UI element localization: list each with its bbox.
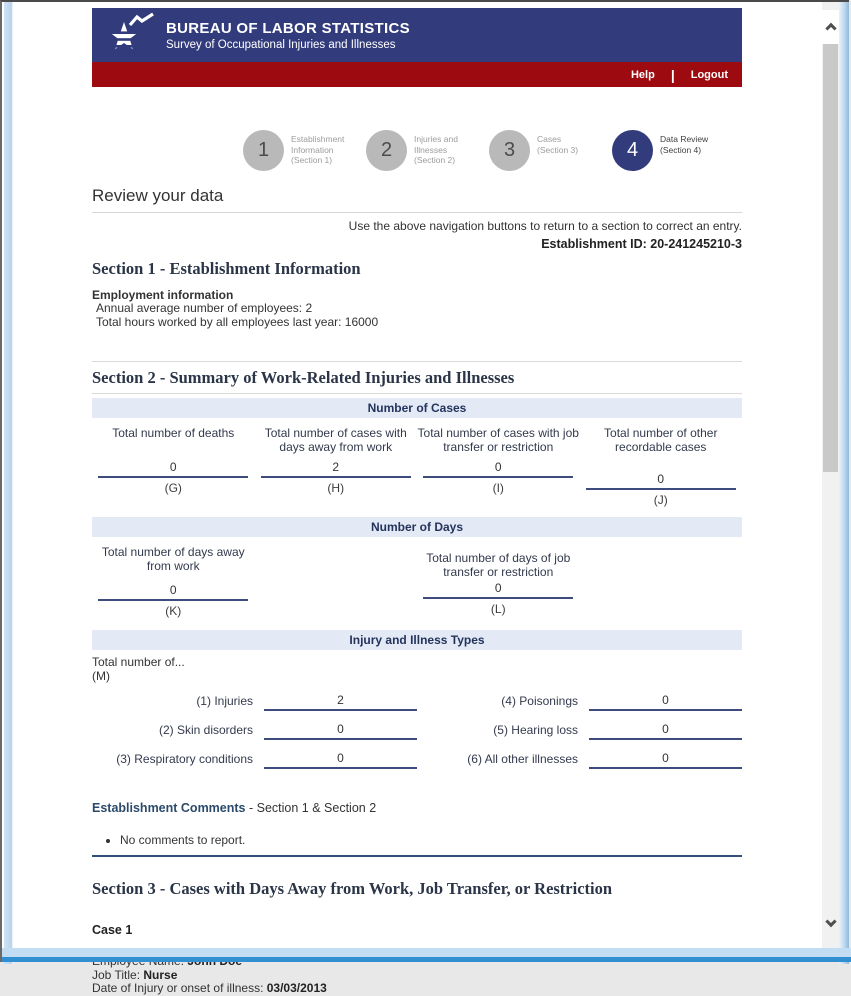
cases-i-letter: (I): [492, 481, 504, 495]
injury-illness-types-band: Injury and Illness Types: [92, 630, 742, 650]
window-frame-left: [4, 2, 13, 964]
step-2-label-line1: Injuries and: [414, 134, 458, 144]
injuries-label: (1) Injuries: [196, 694, 253, 708]
step-3-label-line2: (Section 3): [537, 144, 579, 155]
utility-divider: |: [670, 66, 675, 83]
injury-date-label: Date of Injury or onset of illness:: [92, 981, 267, 995]
step-4-label: [660, 134, 708, 155]
logout-link[interactable]: Logout: [690, 68, 728, 81]
step-1-label: [291, 134, 344, 166]
days-empty-column-4: [580, 545, 743, 618]
job-title-label: Job Title:: [92, 967, 144, 982]
scroll-up-button[interactable]: [822, 10, 839, 44]
comments-list: [120, 833, 742, 847]
cases-h-value: 2: [261, 460, 411, 478]
bls-star-logo-icon: [104, 12, 156, 59]
step-1-label-line2: Information: [291, 144, 334, 155]
days-l-letter: (L): [490, 602, 506, 616]
cases-h-label: Total number of cases with days away from work: [264, 426, 407, 454]
step-injuries-illnesses[interactable]: [366, 130, 489, 171]
number-of-cases-band: Number of Cases: [92, 398, 742, 418]
cases-g-letter: (G): [164, 481, 182, 495]
section-2-heading: Section 2 - Summary of Work-Related Injuries and Illnesses: [92, 368, 742, 394]
cases-g-label: Total number of deaths: [112, 426, 235, 440]
total-hours-worked: Total hours worked by all employees last year: 16000: [96, 314, 379, 329]
all-other-illnesses-label: (6) All other illnesses: [467, 752, 578, 766]
poisonings-label: (4) Poisonings: [501, 694, 578, 708]
page-title: Review your data: [92, 186, 742, 213]
annual-average-employees: Annual average number of employees: 2: [96, 301, 313, 315]
help-link[interactable]: Help: [630, 68, 655, 81]
days-k-label: Total number of days away from work: [101, 545, 245, 573]
step-1-circle[interactable]: 1: [243, 130, 284, 171]
step-3-circle[interactable]: 3: [489, 130, 530, 171]
step-1-label-line1: Establishment: [291, 134, 345, 144]
hearing-loss-value: 0: [589, 722, 742, 740]
step-cases[interactable]: [489, 130, 612, 171]
step-3-label-line1: Cases: [537, 134, 562, 144]
number-of-days-grid: [92, 545, 742, 618]
step-4-label-line2: (Section 4): [660, 144, 702, 155]
step-establishment-information[interactable]: [243, 130, 366, 171]
scrollbar-thumb[interactable]: [823, 44, 838, 472]
step-2-label-line3: (Section 2): [414, 155, 456, 165]
step-navigation: [243, 130, 742, 171]
number-of-cases-grid: [92, 426, 742, 507]
cases-j-letter: (J): [653, 493, 668, 507]
agency-title: BUREAU OF LABOR STATISTICS: [166, 19, 410, 37]
injury-date-value: 03/03/2013: [266, 981, 327, 995]
skin-disorders-label: (2) Skin disorders: [158, 723, 253, 737]
cases-i-value: 0: [423, 460, 573, 478]
job-title-line: [92, 969, 742, 983]
cases-column-i: [417, 426, 580, 507]
step-data-review[interactable]: [612, 130, 735, 171]
days-k-letter: (K): [165, 604, 182, 618]
window-frame-bottom: [2, 948, 851, 962]
injury-date-line: [92, 982, 742, 996]
bls-header-banner: [92, 8, 742, 62]
section-divider: [92, 361, 742, 362]
survey-subtitle: Survey of Occupational Injuries and Illnesses: [166, 38, 396, 51]
vertical-scrollbar[interactable]: [822, 2, 839, 950]
types-intro-text: Total number of...: [92, 655, 185, 669]
days-column-k: [92, 545, 255, 618]
number-of-days-band: Number of Days: [92, 517, 742, 537]
employment-information-subheading: Employment information: [92, 288, 234, 302]
chevron-down-icon: [825, 916, 836, 927]
section-3-heading: Section 3 - Cases with Days Away from Work, Job Transfer, or Restriction: [92, 879, 613, 898]
step-2-circle[interactable]: 2: [366, 130, 407, 171]
types-row-3: [92, 751, 742, 769]
step-4-circle[interactable]: 4: [612, 130, 653, 171]
job-title-value: Nurse: [143, 967, 178, 982]
all-other-illnesses-value: 0: [589, 751, 742, 769]
step-3-label: [537, 134, 578, 155]
skin-disorders-value: 0: [264, 722, 417, 740]
cases-column-j: [580, 426, 743, 507]
step-2-label-line2: Illnesses: [414, 144, 448, 155]
window-frame-right: [839, 2, 849, 964]
days-k-value: 0: [98, 583, 248, 601]
utility-bar: [92, 62, 742, 87]
days-empty-column-2: [255, 545, 418, 618]
case-1-title: Case 1: [92, 923, 133, 937]
comments-bottom-rule: [92, 855, 742, 857]
comments-subtitle: - Section 1 & Section 2: [245, 801, 377, 815]
respiratory-conditions-label: (3) Respiratory conditions: [116, 752, 253, 766]
comment-item: • No comments to report.: [120, 833, 742, 847]
cases-j-label: Total number of other recordable cases: [604, 426, 718, 454]
chevron-up-icon: [825, 23, 836, 34]
section-1-heading: Section 1 - Establishment Information: [92, 259, 361, 278]
types-code-m: (M): [92, 668, 110, 683]
poisonings-value: 0: [589, 693, 742, 711]
respiratory-conditions-value: 0: [264, 751, 417, 769]
step-1-label-line3: (Section 1): [291, 155, 333, 165]
cases-g-value: 0: [98, 460, 248, 478]
days-l-value: 0: [423, 581, 573, 599]
injuries-value: 2: [264, 693, 417, 711]
hearing-loss-label: (5) Hearing loss: [493, 723, 578, 737]
cases-i-label: Total number of cases with job transfer or restriction: [417, 426, 579, 454]
step-2-label: [414, 134, 458, 166]
establishment-id: Establishment ID: 20-241245210-3: [541, 237, 742, 251]
establishment-comments-heading: [92, 801, 742, 815]
types-row-2: [92, 722, 742, 740]
cases-j-value: 0: [586, 472, 736, 490]
cases-h-letter: (H): [327, 481, 345, 495]
step-4-label-line1: Data Review: [660, 134, 709, 144]
cases-column-h: [255, 426, 418, 507]
types-row-1: [92, 693, 742, 711]
days-l-label: Total number of days of job transfer or restriction: [426, 551, 571, 579]
comments-title: Establishment Comments: [92, 801, 246, 815]
page-content: [13, 4, 825, 995]
cases-column-g: [92, 426, 255, 507]
days-column-l: [417, 545, 580, 618]
scroll-down-button[interactable]: [822, 906, 839, 940]
navigation-instruction: Use the above navigation buttons to return to a section to correct an entry.: [348, 219, 742, 233]
